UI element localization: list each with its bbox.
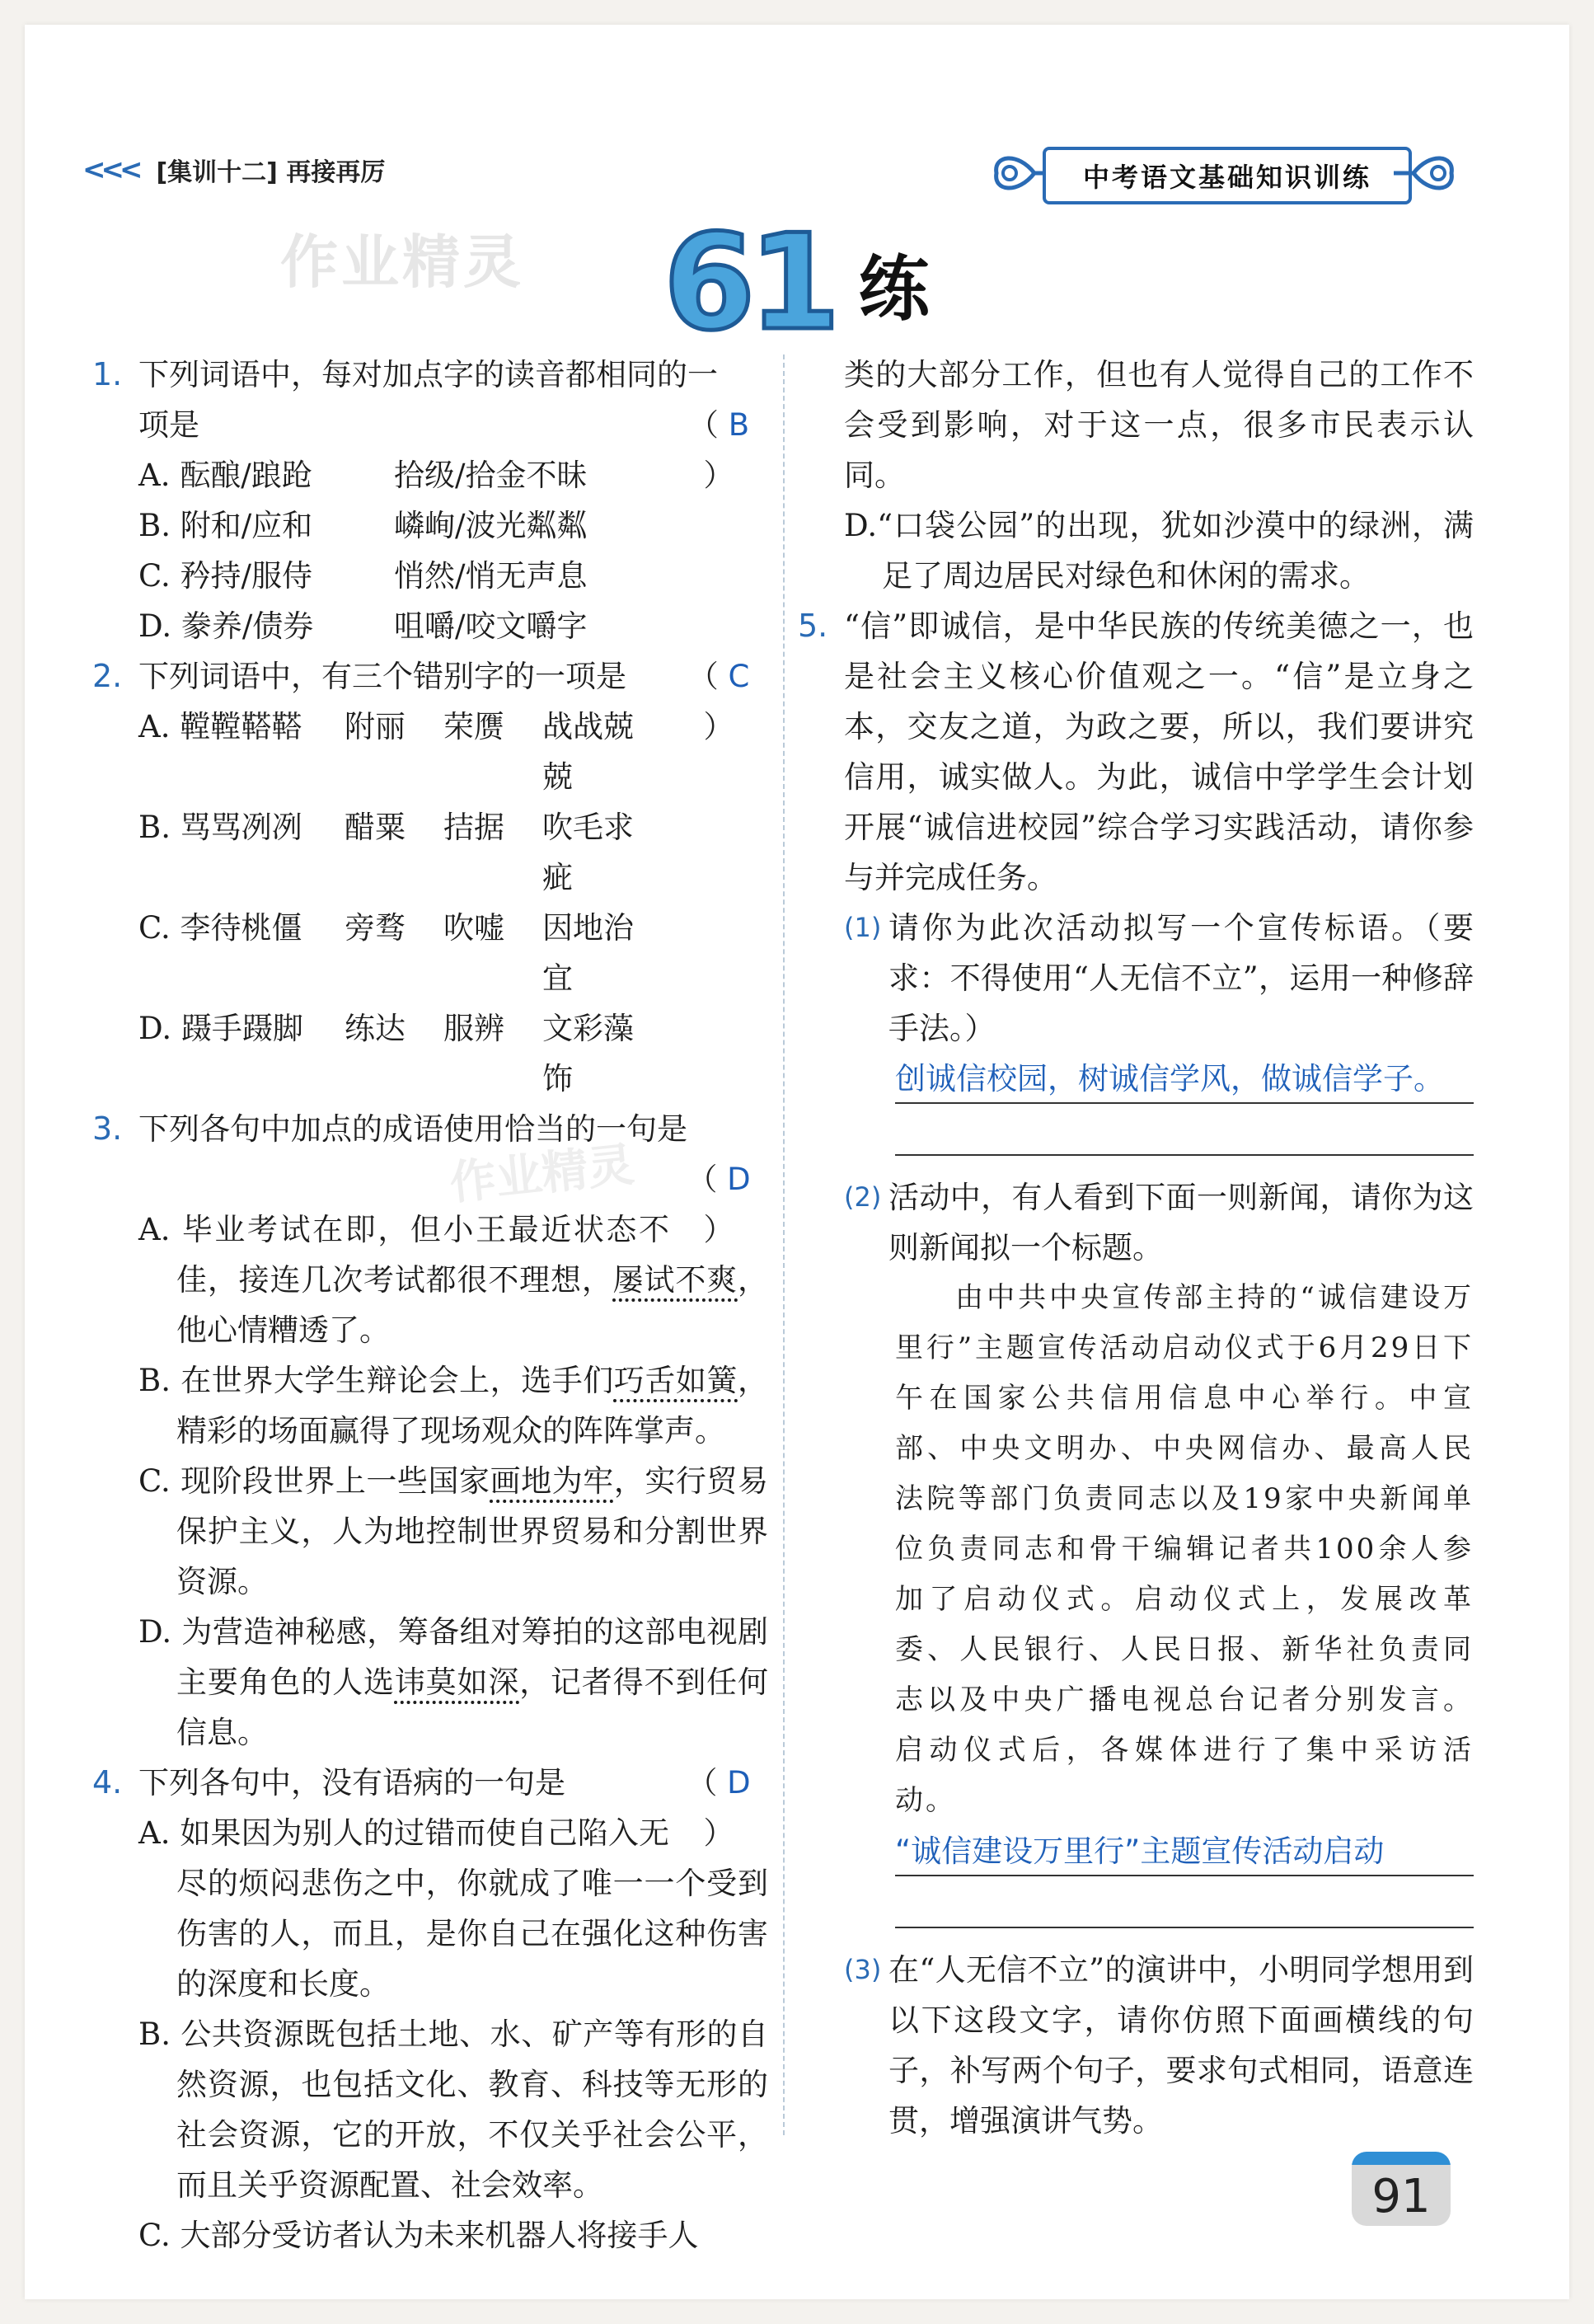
option-text: B. 在世界大学生辩论会上，选手们 [138,1363,614,1398]
handwritten-answer-1: 创诚信校园，树诚信学风，做诚信学子。 [895,1061,1444,1096]
option-d: D.“口袋公园”的出现，犹如沙漠中的绿洲，满足了周边居民对绿色和休闲的需求。 [844,508,1474,594]
option-a: A. 鞺鞺鞳鞳 [138,709,302,744]
column-divider [783,354,785,2135]
option-text: ，记者得不到任何信息。 [176,1664,769,1750]
option-a: A. 如果因为别人的过错而使自己陷入无尽的烦闷悲伤之中，你就成了唯一一个受到伤害的人，而且，是你自己在强化这种伤害的深度和长度。 [138,1815,768,2002]
banner-text: 中考语文基础知识训练 [1043,147,1412,204]
answer: B [728,407,750,443]
option-c-2: 旁骛 [345,910,406,946]
option-c: C. 大部分受访者认为未来机器人将接手人 [138,2218,699,2253]
question-number: 5. [798,608,828,644]
option-text: ，实行贸易保护主义，人为地控制世界贸易和分割世界资源。 [176,1463,769,1599]
option-b-2: 醋粟 [345,810,406,845]
question-number: 1. [92,356,123,392]
answer-box: （ C ） [687,659,750,744]
option-b-4: 吹毛求疵 [542,810,634,895]
news-text: 由中共中央宣传部主持的“诚信建设万里行”主题宣传活动启动仪式于6月29日下午在国家公共信用信息中心举行。中宣部、中央文明办、中央网信办、最高人民法院等部门负责同志以及19家中央新闻单位负责同志和骨干编辑记者共100余人参加了启动仪式。启动仪式上，发展改革委、人民银行、人民日报、新华社负责同志以及中央广播电视总台记者分别发言。启动仪式后，各媒体进行了集中采访活动。 [895,1281,1474,1817]
option-a-2: 拾级/拾金不昧 [394,458,588,493]
answer: D [727,1765,751,1801]
option-c [92,1456,768,1607]
subquestion-number: (3) [844,1954,882,1985]
subquestion-1 [798,903,1474,1054]
option-c-3: 吹嘘 [443,910,504,946]
dotted-idiom: 屡试不爽 [612,1262,738,1298]
option-c: C. 李待桃僵 [138,910,302,946]
question-stem: “信”即诚信，是中华民族的传统美德之一，也是社会主义核心价值观之一。“信”是立身之本，交友之道，为政之要，所以，我们要讲究信用，诚实做人。为此，诚信中学学生会计划开展“诚信进校园”综合学习实践活动，请你参与并完成任务。 [844,608,1474,895]
left-column [92,350,768,2261]
option-b: B. 骂骂冽冽 [138,810,302,845]
option-d [92,1607,768,1758]
option-a-4: 战战兢兢 [542,709,634,795]
ornament-right-icon [1392,143,1463,203]
option-row [92,500,768,551]
subquestion-number: (2) [844,1181,882,1213]
page-number-badge [1352,2152,1451,2226]
option-row [92,802,768,903]
exercise-title [663,205,930,359]
dotted-idiom: 画地为牢 [490,1463,614,1499]
answer: D [727,1162,751,1197]
option-row [92,551,768,601]
question-4 [92,1758,768,1851]
question-stem: 下列词语中，每对加点字的读音都相同的一 [138,357,718,392]
question-3 [92,1104,768,1247]
option-d-4: 文彩藻饰 [542,1011,634,1096]
option-row [92,601,768,651]
dotted-idiom: 讳莫如深 [394,1664,520,1700]
watermark: 作业精灵 [280,228,524,296]
question-stem-2: 项是 [138,407,199,443]
option-row [92,903,768,1003]
section-title: [集训十二] 再接再厉 [156,158,386,187]
subquestion-text: 活动中，有人看到下面一则新闻，请你为这则新闻拟一个标题。 [888,1180,1474,1265]
section-header [82,152,385,188]
news-article [798,1273,1474,1826]
option-a: A. 酝酿/踉跄 [138,458,312,493]
option-text: A. 毕业考试在即，但小王最近状态不佳，接连几次考试都很不理想， [138,1212,669,1298]
subquestion-2 [798,1172,1474,1273]
option-a-3: 荣赝 [443,709,504,744]
option-d-2: 咀嚼/咬文嚼字 [394,608,588,644]
answer-box: （ B ） [687,407,750,493]
option-row [92,702,669,802]
option-c: C. 矜持/服侍 [138,558,312,594]
option-d: D. 豢养/债券 [138,608,314,644]
answer: C [728,659,750,694]
option-d-2: 练达 [345,1011,406,1046]
exercise-number: 61 [663,205,834,359]
dotted-idiom: 巧舌如簧 [613,1363,738,1398]
question-stem: 下列词语中，有三个错别字的一项是 [138,659,626,694]
question-number: 2. [92,658,123,694]
option-text: C. 现阶段世界上一些国家 [138,1463,490,1499]
option-b [92,1355,768,1456]
book-banner [985,139,1463,208]
chevron-left-icon: <<< [82,153,138,186]
question-5 [798,601,1474,903]
subquestion-text: 在“人无信不立”的演讲中，小明同学想用到以下这段文字，请你仿照下面画横线的句子，补写两个句子，要求句式相同，语意连贯，增强演讲气势。 [888,1952,1474,2139]
option-c-2: 悄然/悄无声息 [394,558,588,594]
answer-box: （ D ） [687,1162,751,1247]
subquestion-number: (1) [844,912,882,943]
option-b: B. 附和/应和 [138,508,313,543]
answer-line [895,1153,1474,1156]
option-b-2: 嶙峋/波光粼粼 [394,508,588,543]
option-d: D. 蹑手蹑脚 [138,1011,303,1046]
option-b-3: 拮据 [443,810,504,845]
option-row [92,450,669,500]
subquestion-text: 请你为此次活动拟写一个宣传标语。（要求：不得使用“人无信不立”，运用一种修辞手法。） [888,910,1474,1046]
question-number: 4. [92,1764,123,1801]
watermark-2: 作业精灵 [447,1138,637,1211]
subquestion-3 [798,1945,1474,2146]
question-stem: 下列各句中，没有语病的一句是 [138,1765,565,1801]
option-c-4: 因地治宜 [542,910,634,996]
question-stem: 下列各句中加点的成语使用恰当的一句是 [138,1111,687,1147]
option-text: D. 为营造神秘感，筹备组对筹拍的这部电视剧主要角色的人选 [138,1614,768,1700]
option-text: ，精彩的场面赢得了现场观众的阵阵掌声。 [176,1363,768,1448]
right-column [798,350,1474,2146]
option-a [92,1204,768,1355]
handwritten-answer-2: “诚信建设万里行”主题宣传活动启动 [895,1833,1385,1869]
page-number: 91 [1371,2170,1431,2223]
answer-line [895,1925,1474,1928]
option-row [92,1003,768,1104]
option-b: B. 公共资源既包括土地、水、矿产等有形的自然资源，也包括文化、教育、科技等无形的社会资源，它的开放，不仅关乎社会公平，而且关乎资源配置、社会效率。 [138,2016,768,2203]
question-number: 3. [92,1110,123,1147]
option-d-3: 服辨 [443,1011,504,1046]
answer-box: （ D ） [687,1765,751,1851]
option-a-2: 附丽 [345,709,406,744]
option-c-continued: 类的大部分工作，但也有人觉得自己的工作不会受到影响，对于这一点，很多市民表示认同。 [844,357,1474,493]
option-text: ，他心情糟透了。 [176,1262,769,1348]
exercise-suffix: 练 [858,248,930,331]
